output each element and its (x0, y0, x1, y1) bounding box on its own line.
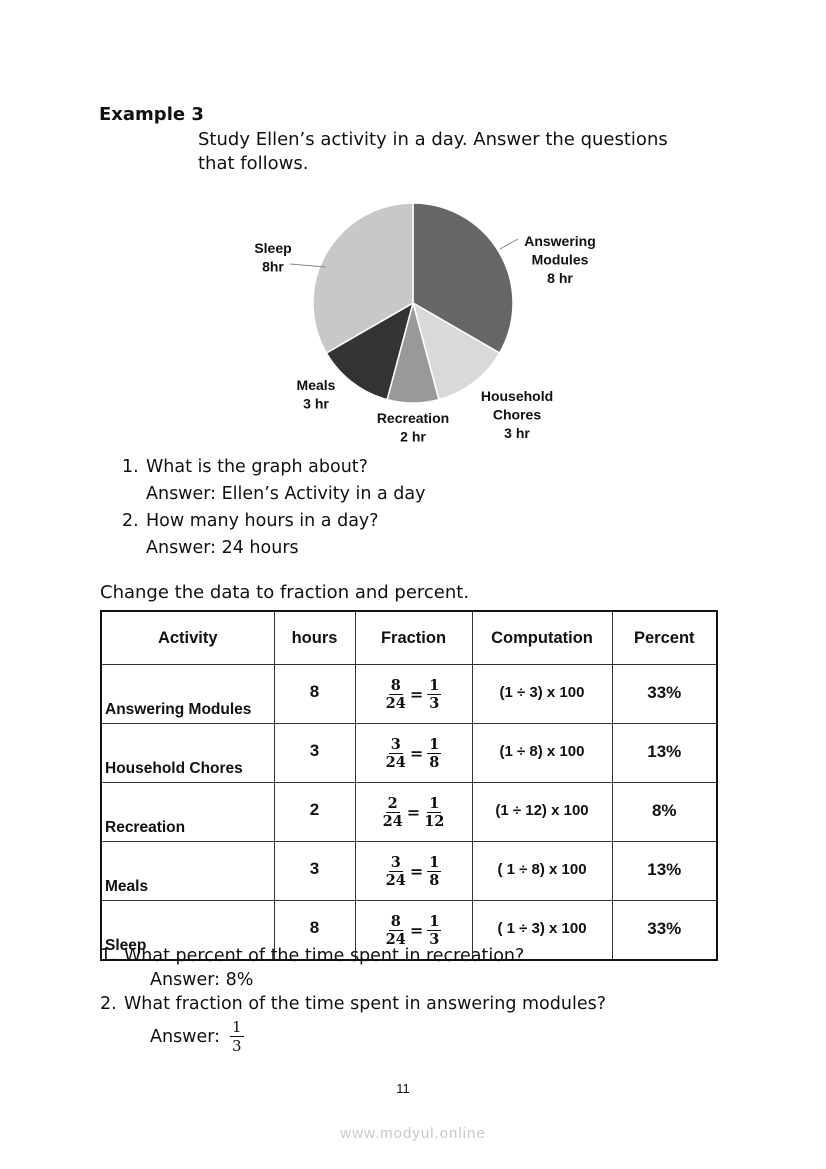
pie-label-recreation (377, 410, 449, 445)
numerator: 1 (429, 912, 440, 930)
denominator: 24 (385, 753, 406, 771)
pie-label-answering-modules (524, 233, 596, 286)
fraction-original (386, 677, 406, 712)
table-row (101, 842, 717, 901)
question-number: 2. (122, 511, 139, 531)
numerator: 2 (387, 794, 398, 812)
fraction-cell (355, 783, 472, 842)
denominator: 3 (429, 694, 440, 712)
equals-sign: = (406, 802, 421, 822)
numerator: 3 (390, 853, 401, 871)
pie-label-household-chores (481, 388, 553, 441)
computation-cell: (1 ÷ 3) x 100 (472, 665, 612, 724)
pie-label-line: Chores (492, 406, 542, 423)
fraction-simplified (427, 854, 441, 889)
fraction-simplified (427, 913, 441, 948)
header-hours: hours (274, 611, 355, 665)
question-item (100, 992, 606, 1016)
activity-table (100, 610, 718, 961)
table-row (101, 724, 717, 783)
equals-sign: = (409, 743, 424, 763)
hours-cell: 3 (274, 842, 355, 901)
pie-label-sleep (254, 240, 291, 275)
fraction-simplified (424, 795, 444, 830)
percent-cell: 8% (612, 783, 717, 842)
pie-label-line: Household (480, 388, 554, 404)
equals-sign: = (409, 861, 424, 881)
header-fraction: Fraction (355, 611, 472, 665)
header-activity: Activity (101, 611, 274, 665)
pie-label-line: Meals (296, 377, 336, 393)
numerator: 1 (429, 676, 440, 694)
pie-label-line: Recreation (376, 410, 450, 426)
question-number: 2. (100, 994, 117, 1014)
fraction-cell (355, 665, 472, 724)
questions-set-1 (122, 454, 426, 562)
hours-cell: 3 (274, 724, 355, 783)
fraction-original (386, 854, 406, 889)
table-row (101, 783, 717, 842)
answer-label: Answer: (150, 1026, 221, 1047)
activity-cell: Answering Modules (101, 665, 274, 724)
denominator: 3 (429, 930, 440, 948)
pie-label-line: Sleep (254, 240, 292, 256)
numerator: 1 (429, 794, 440, 812)
fraction-original (383, 795, 403, 830)
denominator: 8 (429, 753, 440, 771)
instruction-text: Change the data to fraction and percent. (100, 582, 470, 603)
equals-sign: = (409, 684, 424, 704)
question-answer: Answer: 8% (150, 970, 254, 990)
fraction-simplified (427, 677, 441, 712)
pie-label-line: Answering (524, 233, 596, 249)
leader-line (500, 239, 518, 249)
percent-cell: 13% (612, 724, 717, 783)
watermark: www.modyul.online (340, 1125, 486, 1142)
intro-line-1: Study Ellen’s activity in a day. Answer the questions (198, 129, 668, 150)
answer-fraction (230, 1018, 244, 1055)
question-text: What fraction of the time spent in answering modules? (124, 994, 606, 1014)
intro-line-2: that follows. (198, 153, 309, 174)
percent-cell: 33% (612, 901, 717, 961)
pie-label-line: Modules (531, 251, 589, 268)
fraction-original (386, 736, 406, 771)
activity-cell: Sleep (101, 901, 274, 961)
fraction-cell (355, 842, 472, 901)
pie-label-line: 3 hr (303, 395, 329, 412)
table-row (101, 665, 717, 724)
denominator: 8 (429, 871, 440, 889)
question-item (122, 454, 426, 508)
pie-label-line: 3 hr (504, 425, 530, 441)
table-body (101, 665, 717, 961)
question-number: 1. (100, 946, 117, 966)
answer-numerator: 1 (232, 1018, 242, 1036)
answer-denominator: 3 (232, 1037, 242, 1055)
hours-cell: 8 (274, 901, 355, 961)
fraction-answer (150, 1018, 244, 1055)
activity-cell: Meals (101, 842, 274, 901)
numerator: 8 (390, 676, 401, 694)
numerator: 3 (390, 735, 401, 753)
question-answer: Answer: 24 hours (146, 538, 299, 558)
question-text: What is the graph about? (146, 457, 368, 477)
intro-text (198, 128, 718, 176)
computation-cell: (1 ÷ 12) x 100 (472, 783, 612, 842)
question-text: How many hours in a day? (146, 511, 379, 531)
computation-cell: (1 ÷ 8) x 100 (472, 724, 612, 783)
percent-cell: 13% (612, 842, 717, 901)
denominator: 24 (382, 812, 403, 830)
example-heading: Example 3 (99, 104, 204, 125)
pie-label-meals (297, 377, 336, 412)
computation-cell: ( 1 ÷ 8) x 100 (472, 842, 612, 901)
hours-cell: 2 (274, 783, 355, 842)
question-number: 1. (122, 457, 139, 477)
fraction-cell (355, 724, 472, 783)
activity-cell: Household Chores (101, 724, 274, 783)
question-text: What percent of the time spent in recreation? (124, 946, 525, 966)
header-percent: Percent (612, 611, 717, 665)
numerator: 8 (390, 912, 401, 930)
pie-label-line: 8 hr (547, 270, 573, 286)
denominator: 24 (385, 930, 406, 948)
denominator: 12 (424, 812, 445, 830)
table-header-row (101, 611, 717, 665)
question-item (122, 508, 426, 562)
activity-cell: Recreation (101, 783, 274, 842)
hours-cell: 8 (274, 665, 355, 724)
header-computation: Computation (472, 611, 612, 665)
fraction-simplified (427, 736, 441, 771)
pie-slices (313, 203, 513, 403)
denominator: 24 (385, 694, 406, 712)
numerator: 1 (429, 735, 440, 753)
page-number: 11 (396, 1081, 410, 1096)
computation-cell: ( 1 ÷ 3) x 100 (472, 901, 612, 961)
pie-label-line: 2 hr (400, 428, 426, 445)
question-answer: Answer: Ellen’s Activity in a day (146, 484, 426, 504)
denominator: 24 (385, 871, 406, 889)
pie-label-line: 8hr (262, 258, 284, 275)
pie-chart (100, 183, 724, 445)
fraction-original (386, 913, 406, 948)
equals-sign: = (409, 920, 424, 940)
numerator: 1 (429, 853, 440, 871)
question-item (100, 944, 606, 992)
percent-cell: 33% (612, 665, 717, 724)
questions-set-2 (100, 944, 606, 1016)
